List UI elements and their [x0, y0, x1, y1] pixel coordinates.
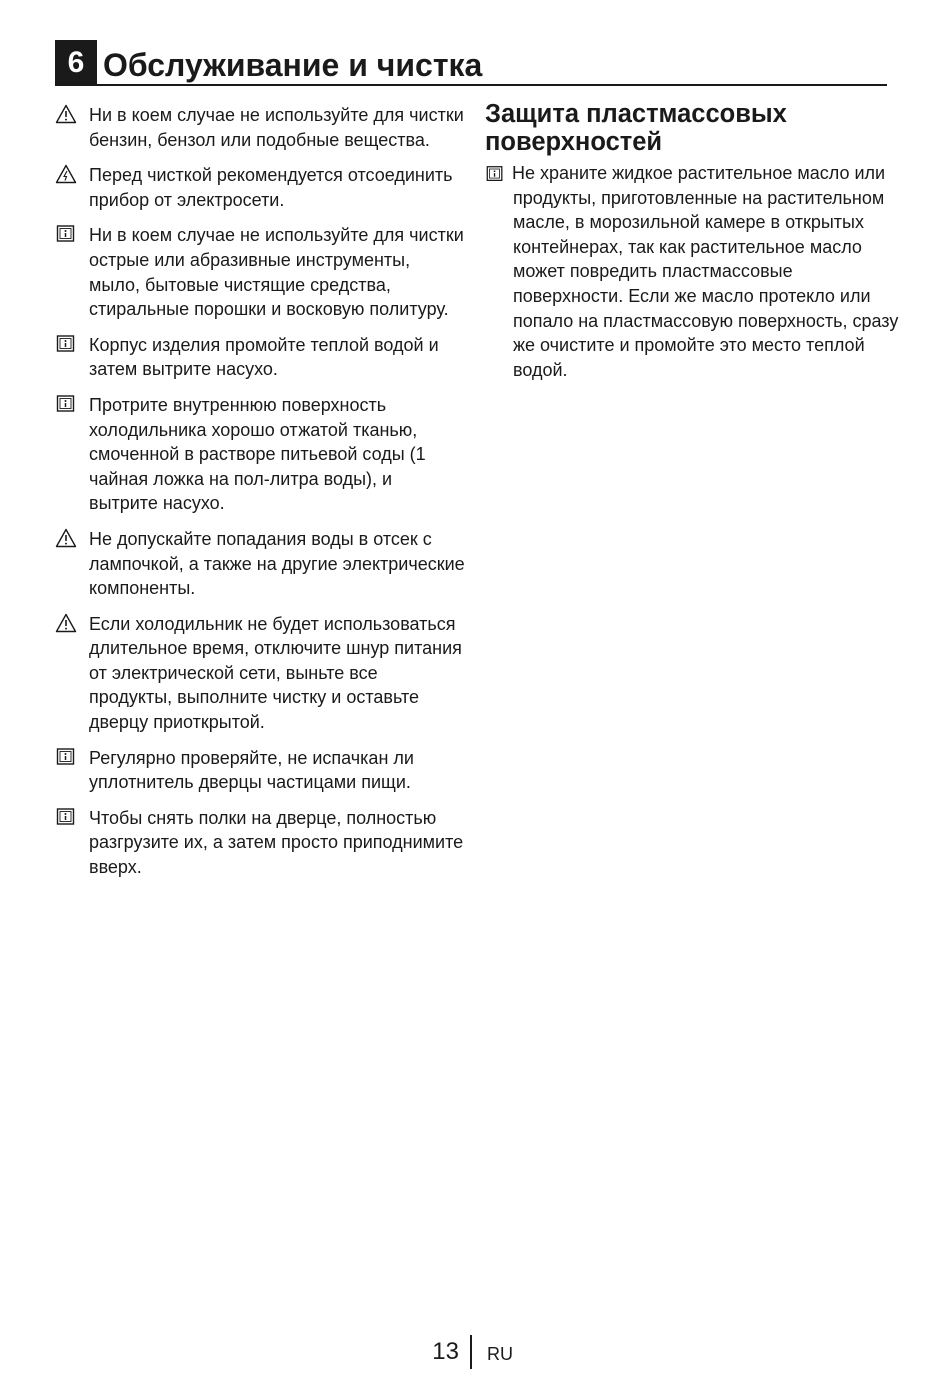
info-icon: [55, 224, 77, 244]
page-number: 13: [432, 1338, 459, 1365]
item-text: Протрите внутреннюю поверхность холодильника хорошо отжатой тканью, смоченной в растворе питьевой соды (1 чайная ложка на пол-литра воды), и вытрите насухо.: [89, 394, 426, 514]
info-icon: [55, 394, 77, 414]
item-text: Перед чисткой рекомендуется отсоединить прибор от электросети.: [89, 165, 453, 210]
list-item: [55, 223, 465, 321]
item-text: Корпус изделия промойте теплой водой и затем вытрите насухо.: [89, 334, 439, 380]
page-title: Обслуживание и чистка: [103, 47, 483, 83]
warning-triangle-icon: [55, 613, 77, 633]
warning-triangle-icon: [55, 104, 77, 124]
chapter-header: [55, 40, 887, 86]
list-item: [55, 333, 465, 382]
item-text: Регулярно проверяйте, не испачкан ли уплотнитель дверцы частицами пищи.: [89, 747, 414, 793]
info-icon: [55, 747, 77, 767]
item-text: Чтобы снять полки на дверце, полностью разгрузите их, а затем просто приподнимите вверх.: [89, 807, 464, 878]
list-item: [55, 746, 465, 795]
list-item: [485, 161, 900, 382]
warning-triangle-icon: [55, 528, 77, 548]
item-text: Если холодильник не будет использоваться длительное время, отключите шнур питания от электрической сети, выньте все продукты, выполните чистку и оставьте дверцу приоткрытой.: [89, 613, 462, 733]
chapter-number: 6: [55, 40, 97, 84]
language-code: RU: [487, 1344, 513, 1364]
left-column: [55, 103, 465, 891]
item-text: Не допускайте попадания воды в отсек с лампочкой, а также на другие электрические компоненты.: [89, 528, 465, 599]
electric-warning-icon: [55, 164, 77, 184]
item-text: Ни в коем случае не используйте для чистки острые или абразивные инструменты, мыло, бытовые чистящие средства, стиральные порошки и восковую политуру.: [89, 225, 464, 320]
right-column: [485, 100, 900, 382]
list-item: [55, 393, 465, 516]
footer-divider: [470, 1335, 472, 1369]
item-text: Ни в коем случае не используйте для чистки бензин, бензол или подобные вещества.: [89, 105, 464, 150]
info-icon: [55, 334, 77, 354]
item-text: Не храните жидкое растительное масло или продукты, приготовленные на растительном масле, в морозильной камере в открытых контейнерах, так как растительное масло может повредить пластмассовые поверхности. Если же масло протекло или попало на пластмассовую поверхность, сразу же очистите и промойте это место теплой водой.: [512, 163, 899, 380]
list-item: [55, 163, 465, 212]
page-footer: [0, 1333, 950, 1373]
info-icon: [485, 164, 505, 184]
list-item: [55, 103, 465, 152]
section-title: Защита пластмассовых поверхностей: [485, 100, 787, 156]
list-item: [55, 612, 465, 735]
list-item: [55, 527, 465, 601]
list-item: [55, 806, 465, 880]
info-icon: [55, 807, 77, 827]
